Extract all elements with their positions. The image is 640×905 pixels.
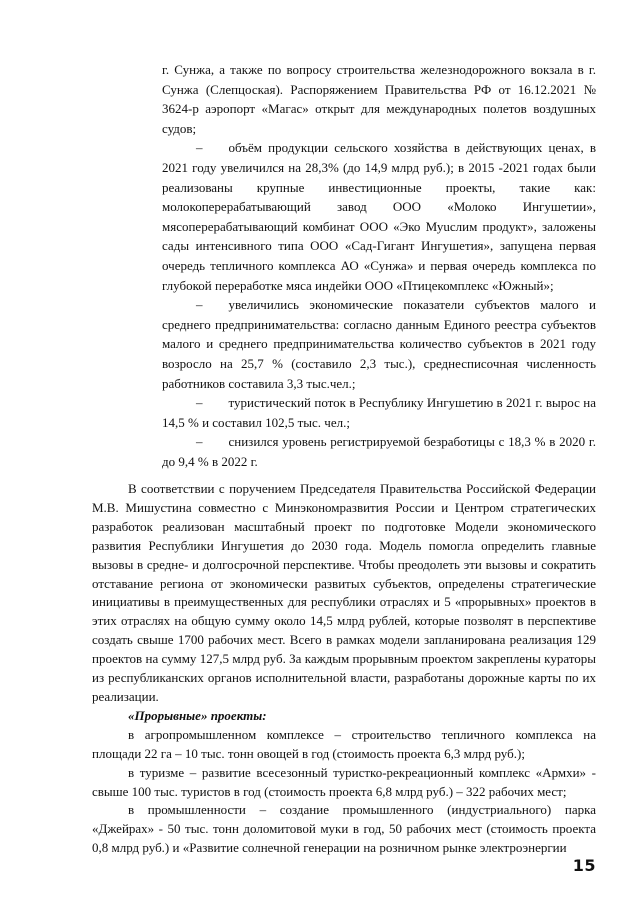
list-item-small-business: – увеличились экономические показатели субъектов малого и среднего предпринимательства: согласно данным Единого реестра субъектов малого и среднего предпринимательства количество субъектов в 2021 году возросло на 25,7 % (составило 2,3 тыс.), среднесписочная численность работников составила 3,3 тыс.чел.; [162,297,596,391]
list-item-agriculture: – объём продукции сельского хозяйства в действующих ценах, в 2021 году увеличился на 28,3% (до 14,9 млрд руб.); в 2015 -2021 годах были реализованы крупные инвестиционные проекты, такие как: молокоперерабатывающий завод ООО «Молоко Ингушетии», мясоперерабатывающий комбинат ООО «Эко Муuслим продукт», заложены сады интенсивного типа ООО «Сад-Гигант Ингушетия», запущена первая очередь тепличного комплекса АО «Сунжа» и первая очередь комплекса по глубокой переработке мяса индейки ООО «Птицекомплекс «Южный»; [162,140,596,293]
project-industry: в промышленности – создание промышленного (индустриального) парка «Джейрах» - 50 тыс. тонн доломитовой муки в год, 50 рабочих мест (стоимость проекта 0,8 млрд руб.) и «Развитие солнечной генерации на розничном рынке электроэнергии [92,802,596,856]
paragraph-model: В соответствии с поручением Председателя Правительства Российской Федерации М.В. Мишустина совместно с Минэкономразвития России и Центром стратегических разработок реализован масштабный проект по подготовке Модели экономического развития Республики Ингушетия до 2030 года. Модель помогла определить главные вызовы в средне- и долгосрочной перспективе. Чтобы преодолеть эти вызовы и сократить отставание региона от экономически развитых субъектов, определены стратегические инициативы в преимущественных для республики отраслях и 5 «прорывных» проектов в этих отраслях на общую сумму около 14,5 млрд рублей, которые позволят в перспективе создать свыше 1700 рабочих мест. Всего в рамках модели запланирована реализация 129 проектов на сумму 127,5 млрд руб. За каждым прорывным проектом закреплены кураторы из республиканских органов исполнительной власти, разработаны дорожные карты по их реализации. [92,481,596,704]
list-item-tourism: – туристический поток в Республику Ингушетию в 2021 г. вырос на 14,5 % и составил 102,5 тыс. чел.; [162,395,596,430]
page-number: 15 [572,856,596,875]
indented-block [162,60,596,471]
list-item-unemployment: – снизился уровень регистрируемой безработицы с 18,3 % в 2020 г. до 9,4 % в 2022 г. [162,434,596,469]
main-block [92,480,596,858]
project-agro: в агропромышленном комплексе – строительство тепличного комплекса на площади 22 га – 10 тыс. тонн овощей в год (стоимость проекта 6,3 млрд руб.); [92,726,596,761]
section-heading: «Прорывные» проекты: [128,707,267,723]
paragraph-airport: г. Сунжа, а также по вопросу строительства железнодорожного вокзала в г. Сунжа (Слепцоская). Распоряжением Правительства РФ от 16.12.2021 № 3624-р аэропорт «Магас» открыт для международных полетов воздушных судов; [162,62,596,136]
project-tourism: в туризме – развитие всесезонный туристко-рекреационный комплекс «Армхи» - свыше 100 тыс. туристов в год (стоимость проекта 6,8 млрд руб.) – 322 рабочих мест; [92,764,596,799]
